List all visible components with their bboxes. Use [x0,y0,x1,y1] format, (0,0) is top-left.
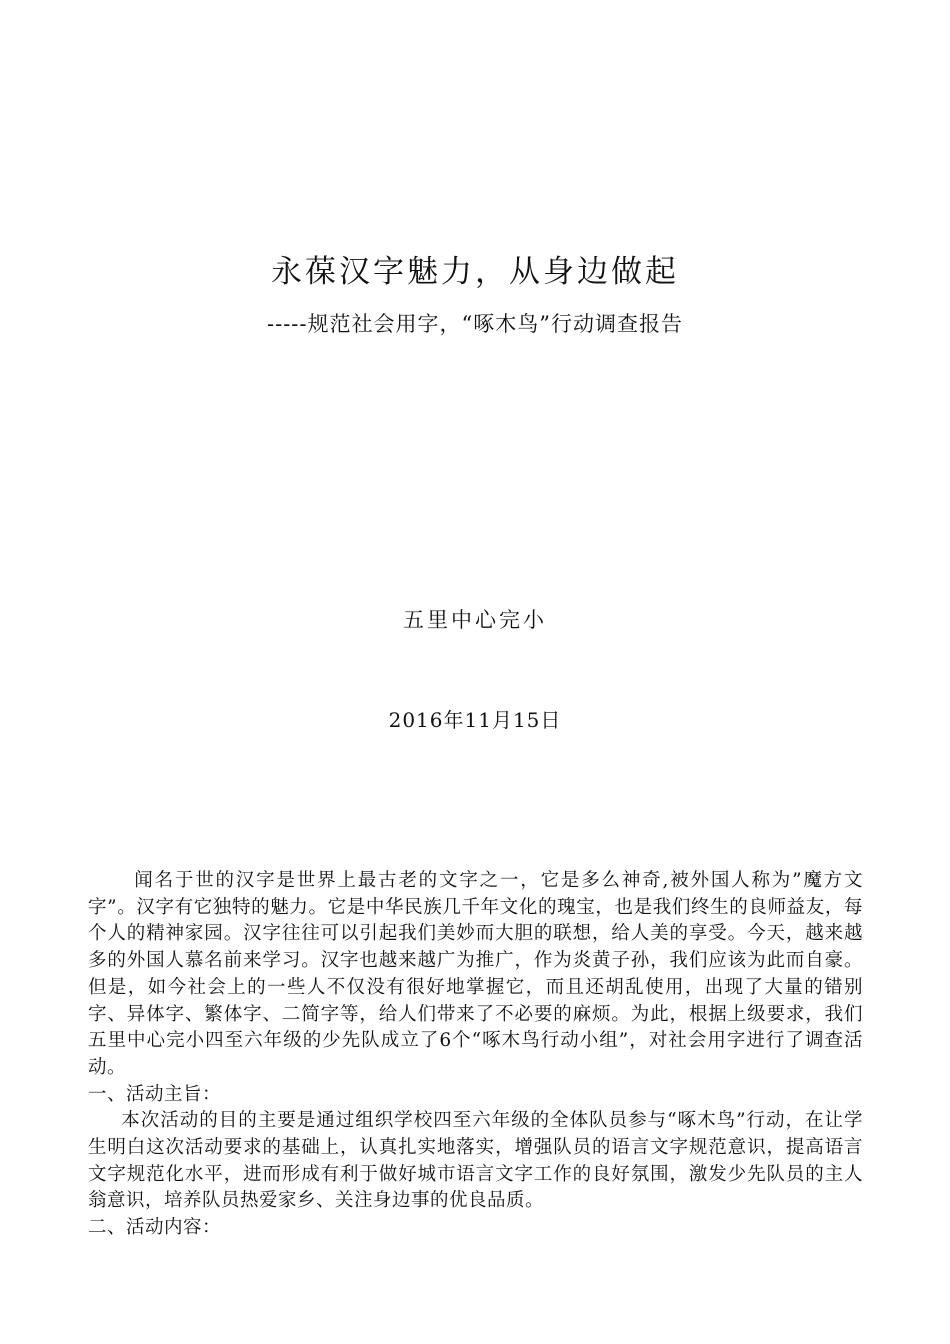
intro-paragraph: 闻名于世的汉字是世界上最古老的文字之一，它是多么神奇,被外国人称为”魔方文字”。汉字有它独特的魅力。它是中华民族几千年文化的瑰宝，也是我们终生的良师益友，每个人的精神家园。汉字往往可以引起我们美妙而大胆的联想，给人美的享受。今天，越来越多的外国人慕名前来学习。汉字也越来越广为推广，作为炎黄子孙，我们应该为此而自豪。但是，如今社会上的一些人不仅没有很好地掌握它，而且还胡乱使用，出现了大量的错别字、异体字、繁体字、二简字等，给人们带来了不必要的麻烦。为此，根据上级要求，我们五里中心完小四至六年级的少先队成立了6个“啄木鸟行动小组”，对社会用字进行了调查活动。 [88,870,863,1078]
purpose-paragraph: 本次活动的目的主要是通过组织学校四至六年级的全体队员参与“啄木鸟”行动，在让学生明白这次活动要求的基础上，认真扎实地落实，增强队员的语言文字规范意识，提高语言文字规范化水平，进而形成有利于做好城市语言文字工作的良好氛围，激发少先队员的主人翁意识，培养队员热爱家乡、关注身边事的优良品质。 [88,1110,863,1212]
report-body [88,868,863,1242]
report-date: 2016年11月15日 [388,708,562,732]
section-heading-content: 二、活动内容： [88,1217,222,1239]
document-subtitle: -----规范社会用字，“啄木鸟”行动调查报告 [267,312,683,336]
document-title: 永葆汉字魅力，从身边做起 [271,254,679,290]
school-name: 五里中心完小 [403,608,547,632]
section-heading-purpose: 一、活动主旨： [88,1083,222,1105]
